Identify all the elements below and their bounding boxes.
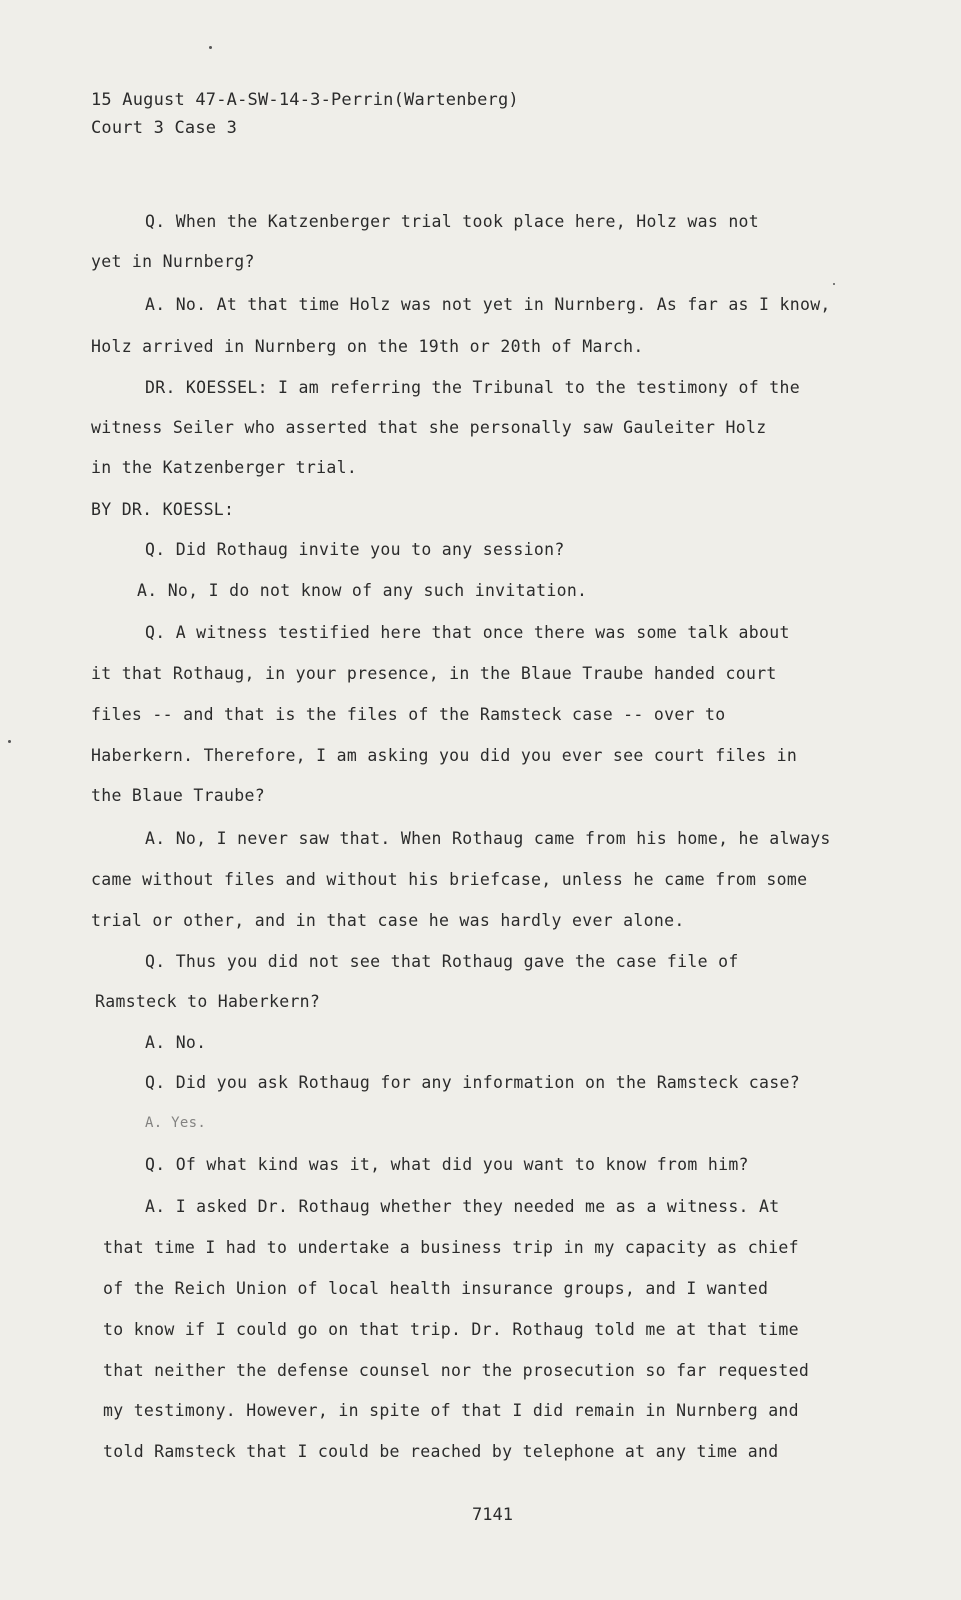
transcript-line: that time I had to undertake a business trip in my capacity as chief <box>103 1238 799 1257</box>
transcript-line: told Ramsteck that I could be reached by telephone at any time and <box>103 1442 779 1461</box>
transcript-line: A. I asked Dr. Rothaug whether they needed me as a witness. At <box>145 1197 780 1216</box>
transcript-line: BY DR. KOESSL: <box>91 500 235 519</box>
document-header <box>91 86 519 142</box>
transcript-line: DR. KOESSEL: I am referring the Tribunal to the testimony of the <box>145 378 800 397</box>
transcript-line: A. No, I do not know of any such invitation. <box>137 581 588 600</box>
transcript-line: Q. A witness testified here that once there was some talk about <box>145 623 790 642</box>
header-reference: 15 August 47-A-SW-14-3-Perrin(Wartenberg) <box>91 90 519 110</box>
transcript-line: Q. When the Katzenberger trial took place here, Holz was not <box>145 212 760 231</box>
header-court-case: Court 3 Case 3 <box>91 118 238 138</box>
transcript-line: it that Rothaug, in your presence, in the Blaue Traube handed court <box>91 664 777 683</box>
transcript-line: A. Yes. <box>145 1115 207 1131</box>
transcript-line: came without files and without his briefcase, unless he came from some <box>91 870 808 889</box>
transcript-line: Haberkern. Therefore, I am asking you did you ever see court files in <box>91 746 798 765</box>
transcript-line: Q. Of what kind was it, what did you want to know from him? <box>145 1155 749 1174</box>
transcript-line: files -- and that is the files of the Ramsteck case -- over to <box>91 705 726 724</box>
transcript-line: that neither the defense counsel nor the prosecution so far requested <box>103 1361 810 1380</box>
transcript-line: to know if I could go on that trip. Dr. Rothaug told me at that time <box>103 1320 799 1339</box>
transcript-line: A. No. At that time Holz was not yet in Nurnberg. As far as I know, <box>145 295 831 314</box>
transcript-line: A. No. <box>145 1033 207 1052</box>
transcript-line: A. No, I never saw that. When Rothaug came from his home, he always <box>145 829 831 848</box>
transcript-line: Ramsteck to Haberkern? <box>95 992 321 1011</box>
paper-speck <box>833 283 835 285</box>
transcript-line: Q. Did Rothaug invite you to any session? <box>145 540 565 559</box>
paper-speck <box>209 46 212 49</box>
paper-speck <box>8 740 11 743</box>
transcript-line: Q. Thus you did not see that Rothaug gave the case file of <box>145 952 739 971</box>
transcript-line: witness Seiler who asserted that she personally saw Gauleiter Holz <box>91 418 767 437</box>
transcript-line: my testimony. However, in spite of that I did remain in Nurnberg and <box>103 1401 799 1420</box>
transcript-line: trial or other, and in that case he was hardly ever alone. <box>91 911 685 930</box>
page-number: 7141 <box>472 1505 513 1525</box>
transcript-line: in the Katzenberger trial. <box>91 458 358 477</box>
transcript-line: Q. Did you ask Rothaug for any information on the Ramsteck case? <box>145 1073 800 1092</box>
transcript-line: the Blaue Traube? <box>91 786 265 805</box>
transcript-line: yet in Nurnberg? <box>91 252 255 271</box>
transcript-line: Holz arrived in Nurnberg on the 19th or 20th of March. <box>91 337 644 356</box>
transcript-line: of the Reich Union of local health insurance groups, and I wanted <box>103 1279 769 1298</box>
